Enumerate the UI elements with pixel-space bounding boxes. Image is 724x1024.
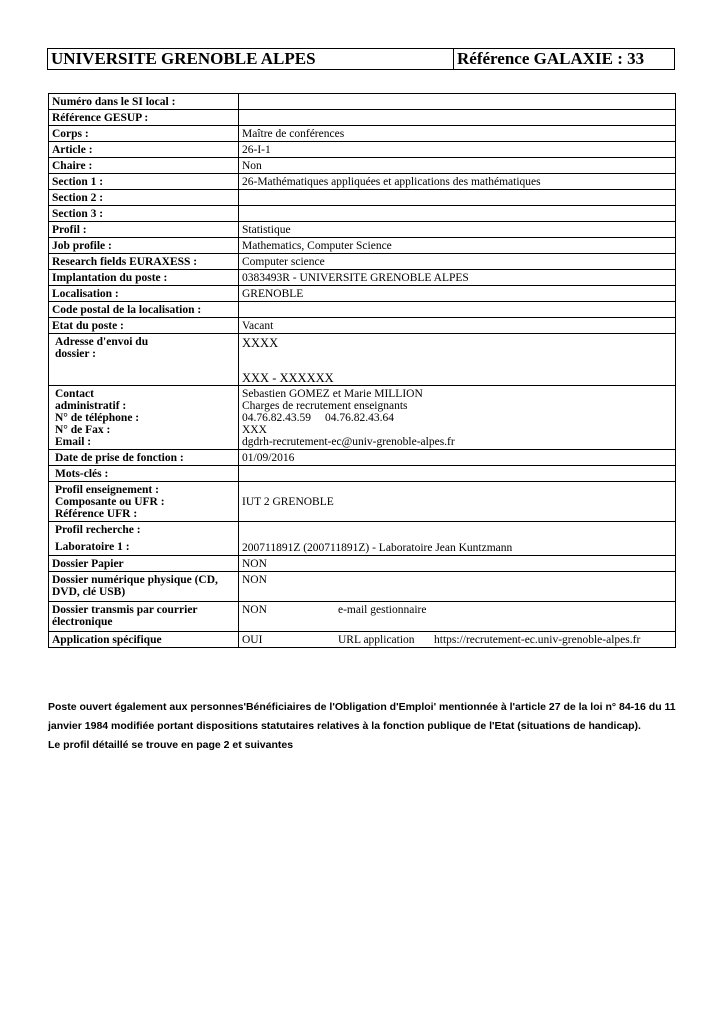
address-label (49, 334, 239, 386)
row-value (239, 302, 676, 318)
row-value: NON (239, 572, 676, 602)
contact-name: Sebastien GOMEZ et Marie MILLION (242, 388, 423, 400)
detailed-profile-notice: Le profil détaillé se trouve en page 2 et suivantes (48, 739, 294, 751)
table-row (49, 632, 676, 648)
notes-section (48, 698, 678, 755)
label-line: Email : (55, 436, 92, 448)
label-line: Profil recherche : (55, 524, 141, 536)
label-line: dossier : (55, 348, 96, 360)
row-label: Corps : (49, 126, 239, 142)
row-value: OUI (242, 634, 263, 646)
contact-label (49, 386, 239, 450)
row-value: Non (239, 158, 676, 174)
label-line: Composante ou UFR : (55, 496, 165, 508)
phone-2: 04.76.82.43.64 (325, 412, 394, 424)
research-profile-value: 200711891Z (200711891Z) - Laboratoire Jean Kuntzmann (239, 522, 676, 556)
teaching-profile-value: IUT 2 GRENOBLE (239, 482, 676, 522)
table-row (49, 174, 676, 190)
row-value: GRENOBLE (239, 286, 676, 302)
row-value: 26-I-1 (239, 142, 676, 158)
row-value: Computer science (239, 254, 676, 270)
label-line: N° de Fax : (55, 424, 111, 436)
table-row (49, 222, 676, 238)
table-row (49, 302, 676, 318)
url-application-label: URL application (338, 634, 415, 646)
label-line: Profil enseignement : (55, 484, 159, 496)
table-row (49, 602, 676, 632)
row-value: Vacant (239, 318, 676, 334)
row-value (239, 94, 676, 110)
row-value-group (239, 602, 676, 632)
boe-notice: Poste ouvert également aux personnes'Bénéficiaires de l'Obligation d'Emploi' mentionnée à l'article 27 de la loi n° 84-16 du 11 janvier 1984 modifiée portant dispositions statutaires relatives à la fonction publique de l'Etat (situations de handicap). (48, 701, 676, 732)
table-row (49, 482, 676, 522)
row-value: 01/09/2016 (239, 450, 676, 466)
table-row (49, 466, 676, 482)
table-row (49, 270, 676, 286)
row-label: Job profile : (49, 238, 239, 254)
row-label: Section 1 : (49, 174, 239, 190)
university-title: UNIVERSITE GRENOBLE ALPES (48, 49, 454, 69)
table-row (49, 522, 676, 556)
contact-role: Charges de recrutement enseignants (242, 400, 408, 412)
row-value: Maître de conférences (239, 126, 676, 142)
row-label: Dossier numérique physique (CD, DVD, clé USB) (49, 572, 239, 602)
table-row (49, 110, 676, 126)
row-label: Etat du poste : (49, 318, 239, 334)
row-value (239, 110, 676, 126)
row-value (239, 206, 676, 222)
application-url[interactable]: https://recrutement-ec.univ-grenoble-alpes.fr (434, 634, 641, 646)
row-label: Application spécifique (49, 632, 239, 648)
row-value (239, 466, 676, 482)
table-row (49, 556, 676, 572)
label-line: administratif : (55, 400, 127, 412)
table-row (49, 238, 676, 254)
table-row (49, 334, 676, 386)
row-label: Référence GESUP : (49, 110, 239, 126)
email-manager-label: e-mail gestionnaire (338, 604, 427, 616)
table-row (49, 190, 676, 206)
contact-email: dgdrh-recrutement-ec@univ-grenoble-alpes.fr (242, 436, 455, 448)
contact-fax: XXX (242, 424, 267, 436)
table-row (49, 206, 676, 222)
row-value: Mathematics, Computer Science (239, 238, 676, 254)
research-profile-label (49, 522, 239, 556)
table-row (49, 254, 676, 270)
table-row (49, 142, 676, 158)
teaching-profile-label (49, 482, 239, 522)
job-posting-table (48, 93, 676, 648)
galaxie-reference: Référence GALAXIE : 33 (457, 49, 645, 68)
row-label: Date de prise de fonction : (49, 450, 239, 466)
table-row (49, 386, 676, 450)
label-line: Adresse d'envoi du (55, 336, 149, 348)
row-label: Dossier Papier (49, 556, 239, 572)
table-row (49, 158, 676, 174)
row-label: Section 2 : (49, 190, 239, 206)
row-label: Dossier transmis par courrier électronique (49, 602, 239, 632)
row-label: Localisation : (49, 286, 239, 302)
row-value-group (239, 632, 676, 648)
contact-value (239, 386, 676, 450)
row-label: Article : (49, 142, 239, 158)
table-row (49, 572, 676, 602)
label-line: N° de téléphone : (55, 412, 140, 424)
row-value: NON (239, 556, 676, 572)
table-row (49, 318, 676, 334)
row-label: Chaire : (49, 158, 239, 174)
row-label: Code postal de la localisation : (49, 302, 239, 318)
table-row (49, 286, 676, 302)
address-line-1: XXXX (242, 336, 279, 350)
row-label: Mots-clés : (49, 466, 239, 482)
address-line-2: XXX - XXXXXX (242, 371, 334, 385)
label-line: Laboratoire 1 : (55, 541, 130, 553)
label-line: Référence UFR : (55, 508, 138, 520)
table-row (49, 94, 676, 110)
row-label: Profil : (49, 222, 239, 238)
row-label: Section 3 : (49, 206, 239, 222)
row-value: 0383493R - UNIVERSITE GRENOBLE ALPES (239, 270, 676, 286)
row-value: NON (242, 604, 267, 616)
address-value (239, 334, 676, 386)
phone-1: 04.76.82.43.59 (242, 412, 311, 424)
row-value (239, 190, 676, 206)
table-row (49, 126, 676, 142)
label-line: Contact (55, 388, 94, 400)
row-label: Research fields EURAXESS : (49, 254, 239, 270)
contact-phones (242, 412, 672, 424)
document-header (47, 48, 675, 70)
row-value: Statistique (239, 222, 676, 238)
row-label: Implantation du poste : (49, 270, 239, 286)
row-label: Numéro dans le SI local : (49, 94, 239, 110)
table-row (49, 450, 676, 466)
row-value: 26-Mathématiques appliquées et applications des mathématiques (239, 174, 676, 190)
